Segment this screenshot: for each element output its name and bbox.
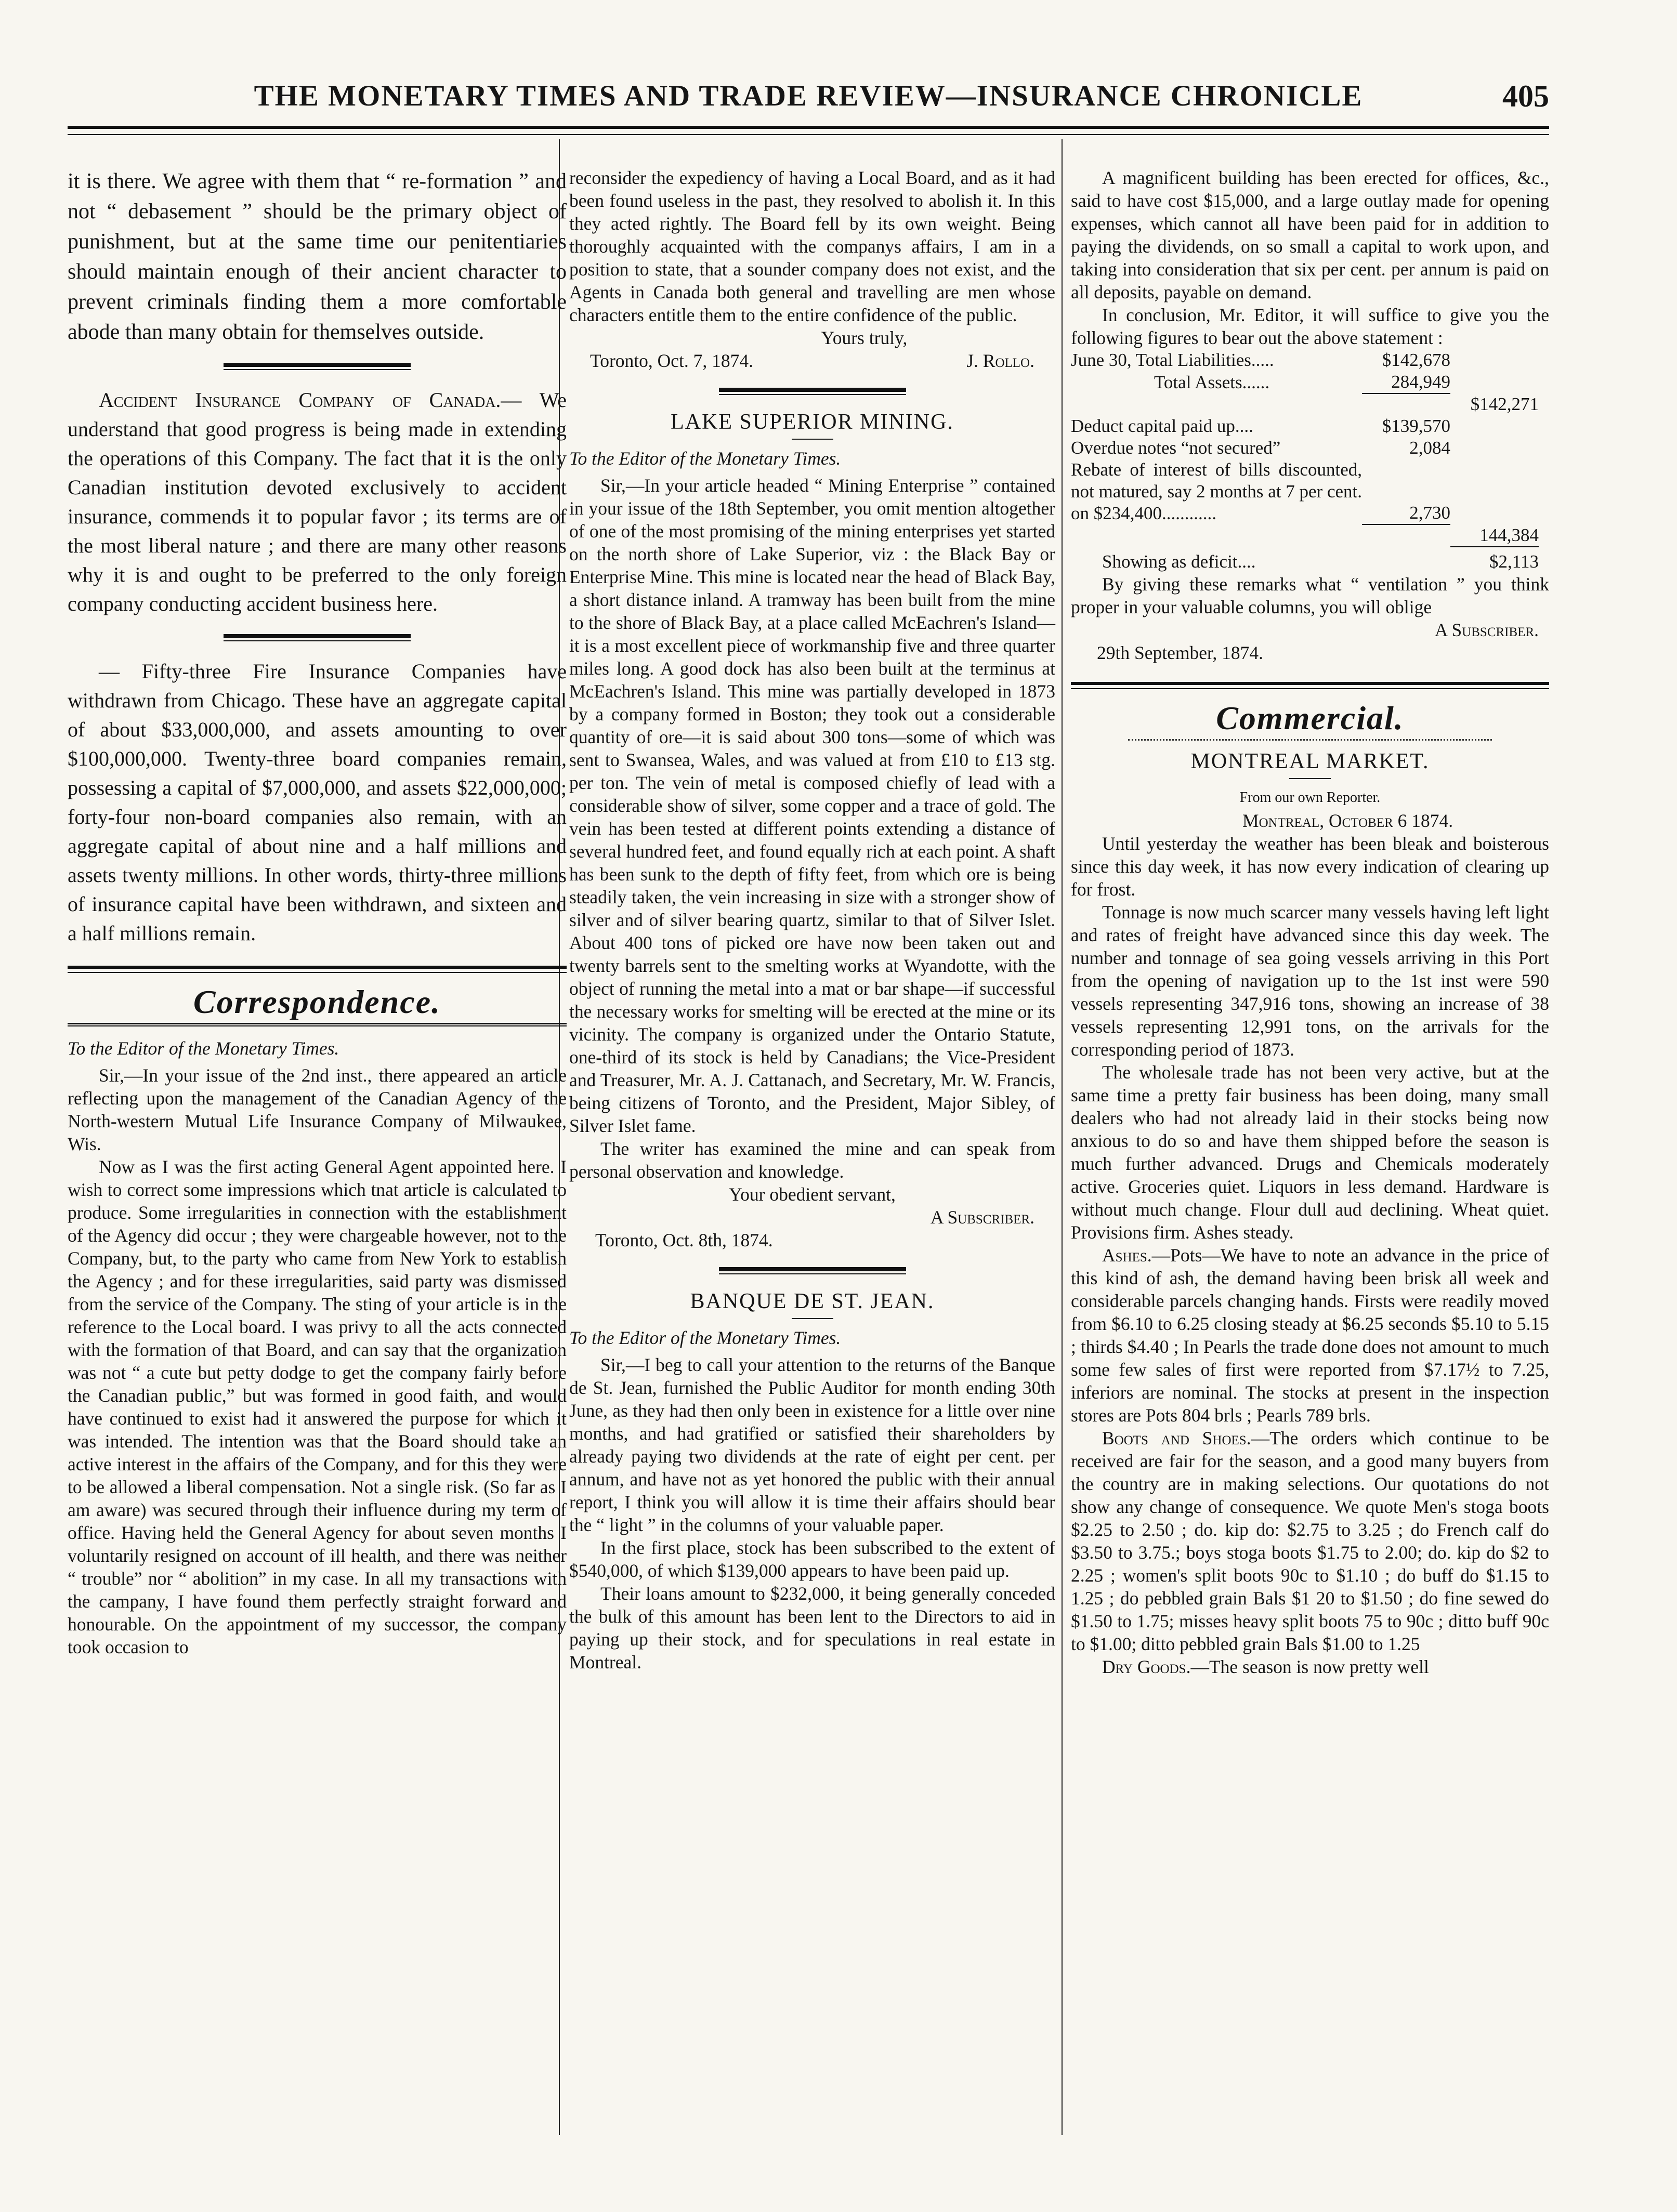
table-row: [1071, 393, 1539, 415]
accident-body: We understand that good progress is being made in extending the operations of this Company. The fact that it is the only Canadian institution devoted exclusively to accident insurance, commends it to popular favor ; its terms are of the most liberal nature ; and there are many other reasons why it is and ought to be preferred to the only foreign company conducting accident business here.: [68, 388, 567, 615]
table-row: [1071, 547, 1539, 573]
section-rule: [719, 1267, 906, 1274]
liabilities-label: June 30, Total Liabilities.....: [1071, 350, 1274, 370]
letter-date: 29th September, 1874.: [1097, 642, 1264, 663]
subscriber-signature: A Subscriber.: [1434, 620, 1539, 640]
obedient-servant: Your obedient servant,: [729, 1184, 896, 1205]
assets-label: Total Assets......: [1154, 372, 1270, 392]
subscriber-signature: A Subscriber.: [930, 1207, 1034, 1228]
deficit-label: Showing as deficit....: [1102, 551, 1256, 572]
correspondence-continued: reconsider the expediency of having a Local Board, and as it had been found useless in the past, they resolved to abolish it. In this they acted rightly. The Board fell by its own weight. Being thoroughly acquainted with the companys affairs, I am in a position to state, that a sounder company does not exist, and the Agents in Canada both general and travelling are men whose characters entitle them to the entire confidence of the public.: [569, 167, 1055, 325]
table-row: [1071, 437, 1539, 459]
conclusion-paragraph: In conclusion, Mr. Editor, it will suffice to give you the following figures to bear out the above statement :: [1071, 305, 1549, 348]
correspondence-paragraph: Sir,—In your issue of the 2nd inst., there appeared an article reflecting upon the management of the Canadian Agency of the North-western Mutual Life Insurance Company of Milwaukee, Wis.: [68, 1065, 567, 1154]
table-row: [1071, 459, 1539, 524]
dry-goods-lead: Dry Goods.—: [1102, 1656, 1209, 1677]
rollo-signature-line: [569, 349, 1055, 372]
overdue-label: Overdue notes “not secured”: [1071, 438, 1281, 458]
short-rule: [1289, 778, 1331, 779]
lake-superior-heading: LAKE SUPERIOR MINING.: [671, 410, 954, 434]
dry-goods-body: The season is now pretty well: [1209, 1656, 1429, 1677]
assets-value: 284,949: [1391, 372, 1450, 392]
boots-lead: Boots and Shoes.—: [1102, 1428, 1270, 1449]
deductions-total: 144,384: [1479, 525, 1539, 545]
from-reporter: From our own Reporter.: [1239, 789, 1381, 806]
banque-building-paragraph: A magnificent building has been erected for offices, &c., said to have cost $15,000, and a large outlay made for opening expenses, which cannot all have been paid for in addition to paying the dividends, on so small a capital to work upon, and taking into consideration that six per cent. per annum is paid on all deposits, payable on demand.: [1071, 167, 1549, 302]
table-row: [1071, 524, 1539, 547]
ornamental-rule: [1128, 739, 1492, 741]
section-rule: [224, 634, 411, 641]
market-paragraph: The wholesale trade has not been very active, but at the same time a pretty fair business has been doing, many small dealers who had not already laid in their stocks being now anxious to do so and have them shipped before the season is much further advanced. Drugs and Chemicals moderately active. Groceries quiet. Liquors in less demand. Hardware is without much change. Flour dull aud declining. Wheat quiet. Provisions firm. Ashes steady.: [1071, 1062, 1549, 1243]
rebate-value: 2,730: [1409, 503, 1450, 523]
rebate-label: Rebate of interest of bills discounted, not matured, say 2 months at 7 per cent. on $234,400............: [1071, 459, 1362, 523]
short-rule: [792, 439, 833, 440]
montreal-dateline: Montreal, October 6 1874.: [1242, 810, 1453, 831]
penitentiary-paragraph: it is there. We agree with them that “ re-formation ” and not “ debasement ” should be the primary object of punishment, but at the same time our penitentiaries should maintain enough of their ancient character to prevent criminals finding them a more comfortable abode than many obtain for themselves outside.: [68, 169, 567, 344]
lake-superior-paragraph: Sir,—In your article headed “ Mining Enterprise ” contained in your issue of the 18th September, you omit mention altogether of one of the most promising of the mining enterprises yet started on the north shore of Lake Superior, viz : the Black Bay or Enterprise Mine. This mine is located near the head of Black Bay, a short distance inland. A tramway has been built from the mine to the shore of Black Bay, at a place called McEachren's Island—it is a most excellent piece of workmanship five and three quarter miles long. A good dock has also been built at the terminus at McEachren's Island. This mine was partially developed in 1873 by a company formed in Boston; they took out a considerable quantity of ore—it is said about 300 tons—some of which was sent to Swansea, Wales, and was valued at from £10 to £13 stg. per ton. The vein of metal is composed chiefly of lead with a considerable show of silver, some copper and a trace of gold. The vein has been tested at different points extending a distance of several hundred feet, and found equally rich at each point. A shaft has been sunk to the depth of fifty feet, from which ore is being steadily taken, the vein increasing in size with a stronger show of silver and of silver bearing quartz, similar to that of Silver Islet. About 400 tons of picked ore have now been taken out and twenty barrels sent to the smelting works at Wyandotte, with the object of running the metal into a mat or bar shape—if successful the necessary works for smelting will be erected at the mine or its vicinity. The company is organized under the Ontario Statute, one-third of its stock is held by Canadians; the Vice-President and Treasurer, Mr. A. J. Cattanach, and Secretary, Mr. W. Francis, being citizens of Toronto, and the President, Major Sibley, of Silver Islet fame.: [569, 475, 1055, 1136]
lake-superior-paragraph: The writer has examined the mine and can speak from personal observation and knowledge.: [569, 1138, 1055, 1182]
table-row: [1071, 415, 1539, 437]
liabilities-value: $142,678: [1382, 350, 1450, 370]
header-rule: [68, 126, 1549, 135]
ashes-lead: Ashes.—: [1102, 1245, 1171, 1266]
short-rule: [792, 1318, 833, 1319]
banque-paragraph: In the first place, stock has been subscribed to the extent of $540,000, of which $139,000 appears to have been paid up.: [569, 1537, 1055, 1581]
overdue-value: 2,084: [1409, 438, 1450, 458]
section-rule: [1071, 682, 1549, 689]
column-divider: [1062, 139, 1063, 2135]
deficit-value: $2,113: [1450, 547, 1539, 573]
ashes-paragraph: [1071, 1244, 1549, 1427]
section-rule: [719, 388, 906, 395]
to-editor-line: To the Editor of the Monetary Times.: [569, 448, 841, 469]
lake-date: Toronto, Oct. 8th, 1874.: [595, 1230, 773, 1250]
boots-paragraph: [1071, 1427, 1549, 1655]
correspondence-paragraph: Now as I was the first acting General Agent appointed here. I wish to correct some impressions which tnat article is calculated to produce. Some irregularities in connection with the establishment of the Agency did occur ; they were chargeable however, not to the Company, but, to the party who came from New York to establish the Agency ; and for these irregularities, said party was dismissed from the service of the Company. The sting of your article is in the reference to the Local board. I was privy to all the acts connected with the formation of that Board, and can say that the organization was not “ a cute but petty dodge to get the company fairly before the Canadian public,” but was formed in good faith, and would have continued to exist had it answered the purpose for which it was intended. The intention was that the Board should take an active interest in the affairs of the Company, and for this they were to be allowed a liberal compensation. Not a single risk. (So far as I am aware) was secured through their influence during my term of office. Having held the General Agency for about seven months I voluntarily resigned on account of ill health, and there was neither “ trouble” nor “ abolition” in my case. In all my transactions with the campany, I have found them perfectly straight forward and honourable. On the appointment of my successor, the company took occasion to: [68, 1156, 567, 1657]
accident-lead: Accident Insurance Company of Canada.—: [99, 388, 522, 412]
market-paragraph: Until yesterday the weather has been bleak and boisterous since this day week, it has now every indication of clearing up for frost.: [1071, 833, 1549, 900]
commercial-heading: Commercial.: [1216, 700, 1404, 736]
rollo-signature: J. Rollo.: [966, 350, 1034, 371]
accident-paragraph: [68, 386, 567, 618]
ashes-body: Pots—We have to note an advance in the price of this kind of ash, the demand having been brisk all week and considerable parcels changing hands. Firsts were readily moved from $6.10 to 6.25 closing steady at $6.25 seconds $5.10 to 5.15 ; thirds $4.40 ; In Pearls the trade done does not amount to much some few sales of first were reported from $7.17½ to 7.25, inferiors are nominal. The stocks at present in the inspection stores are Pots 804 brls ; Pearls 789 brls.: [1071, 1245, 1549, 1426]
to-editor-line: To the Editor of the Monetary Times.: [569, 1327, 841, 1348]
newspaper-title: THE MONETARY TIMES AND TRADE REVIEW—INSURANCE CHRONICLE: [254, 80, 1363, 112]
capital-value: $139,570: [1382, 416, 1450, 436]
boots-body: The orders which continue to be received are fair for the season, and a good many buyers from the country are in making selections. Our quotations do not show any change of consequence. We quote Men's stoga boots $2.25 to 2.50 ; do. kip do: $2.75 to 3.25 ; do French calf do $3.50 to 3.75.; boys stoga boots $1.75 to 2.00; do. kip do $2 to 2.25 ; women's split boots 90c to $1.10 ; do buff do $1.15 to 1.25 ; do pebbled grain Bals $1 20 to $1.50 ; do fine sewed do $1.50 to 1.75; misses heavy split boots 75 to 90c ; ditto buff 90c to $1.00; ditto pebbled grain Bals $1.00 to 1.25: [1071, 1428, 1549, 1654]
subtotal-value: $142,271: [1470, 394, 1539, 414]
column-1: [68, 166, 567, 1658]
section-rule: [68, 966, 567, 973]
yours-truly: Yours truly,: [821, 327, 908, 348]
banque-paragraph: Their loans amount to $232,000, it being generally conceded the bulk of this amount has been lent to the Directors to aid in paying up their stock, and for speculations in real estate in Montreal.: [569, 1583, 1055, 1673]
column-2: [569, 166, 1055, 1674]
banque-paragraph: Sir,—I beg to call your attention to the returns of the Banque de St. Jean, furnished the Public Auditor for month ending 30th June, as they had then only been in existence for a little over nine months, and had gratified or satisfied their shareholders by already paying two dividends at the rate of eight per cent. per annum, and have not as yet honored the public with their annual report, I think you will allow it is time their affairs should bear the “ light ” in the columns of your valuable paper.: [569, 1354, 1055, 1535]
to-editor-line: To the Editor of the Monetary Times.: [68, 1038, 339, 1059]
section-rule: [224, 363, 411, 370]
correspondence-heading: Correspondence.: [193, 983, 441, 1020]
section-rule: [68, 1023, 567, 1026]
table-row: [1071, 349, 1539, 371]
dry-goods-paragraph: [1071, 1655, 1549, 1678]
rollo-place: Toronto, Oct. 7, 1874.: [590, 350, 754, 371]
page-header: [68, 78, 1549, 114]
page-number: 405: [1502, 79, 1549, 113]
montreal-market-heading: MONTREAL MARKET.: [1190, 749, 1430, 773]
financial-statement: [1071, 349, 1539, 573]
fire-insurance-paragraph: — Fifty-three Fire Insurance Companies have withdrawn from Chicago. These have an aggregate capital of about $33,000,000, and assets amounting to over $100,000,000. Twenty-three board companies remain, possessing a capital of $7,000,000, and assets $22,000,000; forty-four non-board companies also remain, with an aggregate capital of about nine and a half millions and assets twenty millions. In other words, thirty-three millions of insurance capital have been withdrawn, and sixteen and a half millions remain.: [68, 660, 567, 945]
market-paragraph: Tonnage is now much scarcer many vessels having left light and rates of freight have advanced since this day week. The number and tonnage of sea going vessels arriving in this Port from the opening of navigation up to the 1st inst were 590 vessels representing 347,916 tons, showing an increase of 38 vessels representing 12,991 tons, on the arrivals for the corresponding period of 1873.: [1071, 902, 1549, 1060]
column-3: [1071, 166, 1549, 1678]
table-row: [1071, 371, 1539, 393]
ventilation-paragraph: By giving these remarks what “ ventilation ” you think proper in your valuable columns, you will oblige: [1071, 574, 1549, 617]
capital-label: Deduct capital paid up....: [1071, 416, 1253, 436]
banque-heading: BANQUE DE ST. JEAN.: [690, 1289, 935, 1313]
